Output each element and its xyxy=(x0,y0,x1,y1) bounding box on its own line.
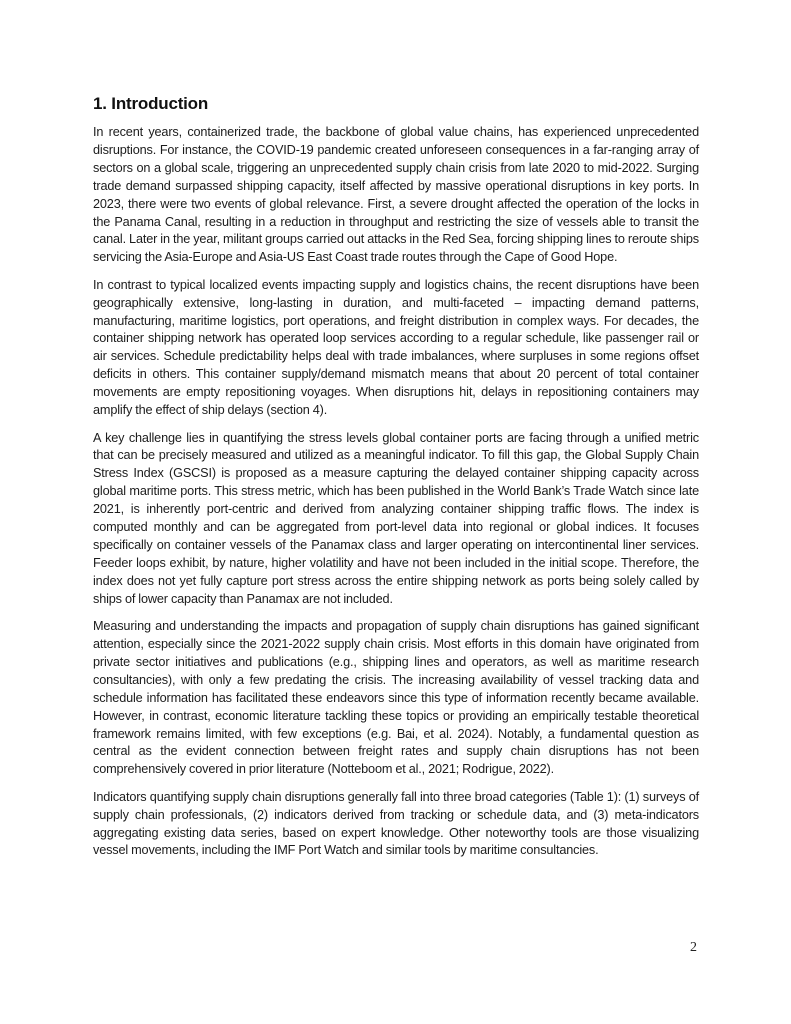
paragraph-5: Indicators quantifying supply chain disruptions generally fall into three broad categories (Table 1): (1) surveys of supply chain professionals, (2) indicators derived from tracking or schedule data, and (3) meta-indicators aggregating existing data series, based on expert knowledge. Other noteworthy tools are those visualizing vessel movements, including the IMF Port Watch and similar tools by maritime consultancies. xyxy=(93,789,699,858)
page-number: 2 xyxy=(690,940,697,955)
section-body xyxy=(93,124,699,870)
paragraph-4: Measuring and understanding the impacts and propagation of supply chain disruptions has gained significant attention, especially since the 2021-2022 supply chain crisis. Most efforts in this domain have originated from private sector initiatives and publications (e.g., shipping lines and operators, as well as maritime research consultancies), with only a few predating the crisis. The increasing availability of vessel tracking data and schedule information has facilitated these endeavors since this type of information recently became available. However, in contrast, economic literature tackling these topics or providing an empirically testable theoretical framework remains limited, with few exceptions (e.g. Bai, et al. 2024). Notably, a fundamental question as central as the evident connection between freight rates and supply chain disruptions has not been comprehensively covered in prior literature (Notteboom et al., 2021; Rodrigue, 2022). xyxy=(93,619,699,777)
paragraph-3: A key challenge lies in quantifying the stress levels global container ports are facing through a unified metric that can be precisely measured and utilized as a meaningful indicator. To fill this gap, the Global Supply Chain Stress Index (GSCSI) is proposed as a measure capturing the delayed container shipping capacity across global maritime ports. This stress metric, which has been published in the World Bank’s Trade Watch since late 2021, is inherently port-centric and derived from analyzing container shipping traffic flows. The index is computed monthly and can be aggregated from port-level data into regional or global indices. It focuses specifically on container vessels of the Panamax class and larger operating on intercontinental liner services. Feeder loops exhibit, by nature, higher volatility and have not been included in the initial scope. Therefore, the index does not yet fully capture port stress across the entire shipping network as ports being solely called by ships of lower capacity than Panamax are not included. xyxy=(93,430,699,606)
paragraph-1: In recent years, containerized trade, the backbone of global value chains, has experienced unprecedented disruptions. For instance, the COVID-19 pandemic created unforeseen consequences in a far-ranging array of sectors on a global scale, triggering an unprecedented supply chain crisis from late 2020 to mid-2022. Surging trade demand surpassed shipping capacity, itself affected by massive operational disruptions in key ports. In 2023, there were two events of global relevance. First, a severe drought affected the operation of the locks in the Panama Canal, resulting in a reduction in throughput and restricting the size of vessels able to transit the canal. Later in the year, militant groups carried out attacks in the Red Sea, forcing shipping lines to reroute ships servicing the Asia-Europe and Asia-US East Coast trade routes through the Cape of Good Hope. xyxy=(93,125,699,265)
paragraph-2: In contrast to typical localized events impacting supply and logistics chains, the recent disruptions have been geographically extensive, long-lasting in duration, and multi-faceted – impacting demand patterns, manufacturing, maritime logistics, port operations, and freight distribution in complex ways. For decades, the container shipping network has operated loop services according to a regular schedule, like passenger rail or air services. Schedule predictability helps deal with trade imbalances, where surpluses in some regions offset deficits in others. This container supply/demand mismatch means that about 20 percent of total container movements are empty repositioning voyages. When disruptions hit, delays in repositioning containers may amplify the effect of ship delays (section 4). xyxy=(93,277,699,418)
section-heading: 1. Introduction xyxy=(93,94,209,113)
